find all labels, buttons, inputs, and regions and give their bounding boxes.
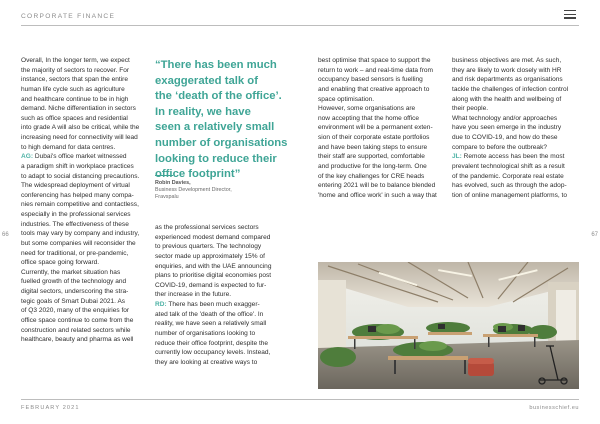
text-line-content: need for traditional, or pre-pandemic, (21, 249, 129, 257)
text-line (318, 181, 437, 191)
text-line-content: digital sectors, underscoring the stra- (21, 288, 129, 295)
text-line (155, 242, 271, 252)
text-line-content: Remote access has been the most (461, 153, 565, 161)
pull-quote-line: the ‘death of the office’. (155, 90, 282, 103)
footer-website-link[interactable]: businesschief.eu (529, 405, 579, 411)
text-line-content: as the professional services sectors (155, 224, 259, 231)
header-rule (21, 25, 579, 26)
text-line (452, 152, 568, 162)
text-line-content: sion of their corporate estate portfolios (318, 134, 430, 141)
text-line-content: such as office spaces and residential (21, 114, 128, 122)
text-line-content: industries. The effectiveness of these (21, 220, 129, 228)
text-line (155, 252, 271, 262)
text-line-content: occupancy based sensors is fuelling (318, 76, 423, 84)
text-line-content: office space going forward. (21, 259, 100, 267)
text-line-content: they are likely to work closely with HR (452, 66, 562, 74)
text-line-content: reduce their office footprint, despite the (155, 339, 269, 347)
text-line (21, 316, 139, 326)
text-line (21, 104, 139, 114)
text-line (21, 95, 139, 105)
text-line (21, 239, 139, 249)
text-line-content: sector made up approximately 15% of (155, 252, 265, 260)
text-line-content: best optimise that space to support the (318, 57, 431, 64)
text-line (452, 95, 568, 105)
text-line (318, 172, 437, 182)
text-line-content: and risk departments as organisations (452, 76, 563, 84)
text-line-content: has evolved, such as through the adop- (452, 182, 567, 190)
text-line (155, 271, 271, 281)
text-line (155, 300, 271, 310)
text-line-content: entering 2021 will be to balance blended (318, 182, 436, 190)
text-line (318, 162, 437, 172)
text-line-content: to high demand for data centres. (21, 143, 116, 151)
text-line (155, 329, 271, 339)
text-line-content: environment will be a permanent exten- (318, 124, 433, 132)
text-line-content: now accepting that the home office (318, 114, 420, 122)
text-line (155, 262, 271, 272)
text-line-content: number of organisations looking to (155, 329, 256, 337)
text-line (452, 162, 568, 172)
text-line (21, 210, 139, 220)
text-line (452, 133, 568, 143)
text-line (21, 143, 139, 153)
text-line (21, 258, 139, 268)
text-line (21, 287, 139, 297)
text-line-content: Currently, the market situation has (21, 268, 121, 276)
text-line (318, 75, 437, 85)
text-line (155, 290, 271, 300)
text-line (21, 335, 139, 345)
text-line-content: of the key challenges for CRE heads (318, 172, 425, 180)
pull-quote-line: seen a relatively small (155, 121, 275, 134)
text-line-content: The widespread deployment of virtual (21, 182, 130, 190)
text-line (452, 114, 568, 124)
text-line (318, 66, 437, 76)
text-line-content: enquiries, and with the UAE announcing (155, 262, 272, 270)
text-line-content: prevalent technological shift as a result (452, 162, 565, 170)
text-line (318, 123, 437, 133)
text-line-content: but some companies will reconsider the (21, 239, 136, 247)
text-line (452, 75, 568, 85)
pull-quote (155, 58, 295, 183)
text-line (21, 297, 139, 307)
text-line (21, 152, 139, 162)
text-line-content: reality, we have seen a relatively small (155, 320, 267, 328)
text-line (21, 181, 139, 191)
page-number-left: 66 (2, 232, 9, 238)
text-line-content: fuelled growth of the technology and (21, 278, 127, 286)
text-line (155, 310, 271, 320)
text-line-content: and enabling that creative approach to (318, 85, 430, 93)
text-line-content: a paradigm shift in workplace practices (21, 162, 134, 170)
text-line (21, 162, 139, 172)
text-line (452, 66, 568, 76)
pull-quote-line: looking to reduce their (155, 152, 277, 165)
text-line (21, 85, 139, 95)
text-line (452, 123, 568, 133)
text-line (21, 114, 139, 124)
text-line-content: However, some organisations are (318, 105, 416, 113)
pull-quote-line: In reality, we have (155, 105, 251, 118)
text-line (21, 220, 139, 230)
office-interior-illustration (318, 262, 579, 389)
text-line-content: tackle the challenges of infection control (452, 85, 569, 93)
text-line (452, 143, 568, 153)
text-line-content: and have been taking steps to ensure (318, 143, 428, 151)
pull-quote-line: office footprint” (155, 168, 241, 181)
text-line-content: to adapt to social distancing precautions. (21, 172, 140, 180)
attribution-role: Business Development Director, (155, 187, 232, 194)
pull-quote-line: number of organisations (155, 136, 288, 149)
speaker-initials: RD: (155, 301, 167, 308)
text-line (21, 66, 139, 76)
footer-date: FEBRUARY 2021 (21, 405, 80, 411)
text-line (21, 249, 139, 259)
text-line-content: Overall, In the longer term, we expect (21, 57, 130, 64)
text-line (155, 281, 271, 291)
footer-rule (21, 399, 579, 400)
text-line-content: ated talk of the 'death of the office'. In (155, 310, 264, 318)
text-line-content: tegic goals of Smart Dubai 2021. As (21, 297, 126, 305)
text-line-content: increasing need for connectivity will lead (21, 134, 138, 141)
text-line-content: especially in the professional services (21, 211, 131, 218)
text-line (155, 358, 271, 368)
text-line-content: What technology and/or approaches (452, 114, 558, 122)
text-line-content: currently low occupancy levels. Instead, (155, 349, 271, 357)
text-line-content: and healthcare continue to be in high (21, 95, 129, 103)
text-line (21, 75, 139, 85)
text-line (21, 200, 139, 210)
text-line-content: ther increase in the future. (155, 291, 232, 299)
text-line-content: Dubai's office market witnessed (33, 153, 127, 161)
text-line (318, 56, 437, 66)
text-line-content: their people. (452, 105, 489, 113)
text-line (155, 233, 271, 243)
article-column-3 (318, 56, 437, 200)
page-number-right: 67 (591, 232, 598, 238)
text-line-content: experienced modest demand compared (155, 233, 271, 241)
text-line (318, 143, 437, 153)
text-line (452, 172, 568, 182)
text-line (21, 277, 139, 287)
attribution-company: Fravspalu (155, 194, 179, 201)
text-line-content: There has been much exagger- (166, 301, 260, 308)
text-line (318, 133, 437, 143)
speaker-initials: AG: (21, 153, 34, 161)
text-line (21, 268, 139, 278)
text-line (452, 56, 568, 66)
text-line-content: plans to prioritise digital economies post (155, 272, 272, 280)
text-line-content: 'home and office work' in such a way that (318, 191, 437, 199)
text-line (318, 95, 437, 105)
pull-quote-line: “There has been much (155, 59, 277, 71)
text-line-content: due to COVID-19, and how do these (452, 134, 558, 141)
text-line-content: office space continue to come from the (21, 316, 134, 324)
text-line (155, 319, 271, 329)
text-line-content: instance, sectors that span the entire (21, 76, 128, 84)
text-line-content: and productive for the long-term. One (318, 162, 427, 170)
text-line (318, 191, 437, 201)
pull-quote-line: exaggerated talk of (155, 74, 258, 87)
text-line (21, 123, 139, 133)
text-line-content: into grade A will also be critical, while the (21, 124, 140, 132)
text-line (21, 191, 139, 201)
article-column-2 (155, 223, 271, 367)
section-header: CORPORATE FINANCE (21, 13, 116, 20)
text-line (21, 56, 139, 66)
text-line-content: COVID-19, demand is expected to fur- (155, 281, 267, 289)
article-column-4 (452, 56, 568, 200)
text-line (318, 152, 437, 162)
text-line-content: human life cycle such as agriculture (21, 85, 125, 93)
text-line-content: tion of online management platforms, to (452, 191, 567, 199)
article-column-1 (21, 56, 139, 345)
text-line (318, 104, 437, 114)
text-line-content: have you seen emerge in the industry (452, 124, 562, 132)
text-line-content: the majority of sectors to recover. For (21, 66, 130, 74)
text-line-content: tools may vary by company and industry, (21, 230, 140, 238)
text-line (452, 104, 568, 114)
office-photo (318, 262, 579, 389)
text-line-content: of Q3 2020, many of the enquiries for (21, 307, 130, 315)
text-line (21, 133, 139, 143)
text-line (318, 114, 437, 124)
text-line (21, 172, 139, 182)
text-line (452, 181, 568, 191)
text-line-content: business objectives are met. As such, (452, 57, 562, 64)
text-line-content: of the pandemic. Corporate real estate (452, 172, 564, 180)
attribution-rule (155, 175, 173, 176)
text-line (452, 85, 568, 95)
text-line-content: space optimisation. (318, 95, 375, 103)
text-line (155, 348, 271, 358)
quote-attribution (155, 180, 232, 202)
text-line (21, 306, 139, 316)
text-line-content: construction and related sectors while (21, 326, 131, 334)
menu-icon[interactable] (564, 10, 576, 19)
text-line-content: to previous quarters. The technology (155, 243, 262, 251)
text-line (21, 326, 139, 336)
text-line (318, 85, 437, 95)
text-line-content: conferencing has helped many compa- (21, 191, 134, 199)
text-line-content: along with the health and wellbeing of (452, 95, 562, 103)
text-line-content: demand. Niche differentiation in sectors (21, 105, 136, 113)
text-line-content: compare to before the outbreak? (452, 143, 547, 151)
text-line-content: healthcare, beauty and pharma as well (21, 336, 134, 344)
attribution-name: Robin Davies, (155, 180, 191, 186)
text-line (21, 229, 139, 239)
text-line (452, 191, 568, 201)
text-line-content: nies remain competitive and contactless, (21, 201, 139, 209)
text-line-content: they are looking at creative ways to (155, 358, 258, 366)
text-line-content: their staff are supported, comfortable (318, 153, 425, 161)
text-line-content: return to work – and real-time data from (318, 66, 433, 74)
speaker-initials: JL: (452, 153, 462, 161)
text-line (155, 339, 271, 349)
text-line (155, 223, 271, 233)
